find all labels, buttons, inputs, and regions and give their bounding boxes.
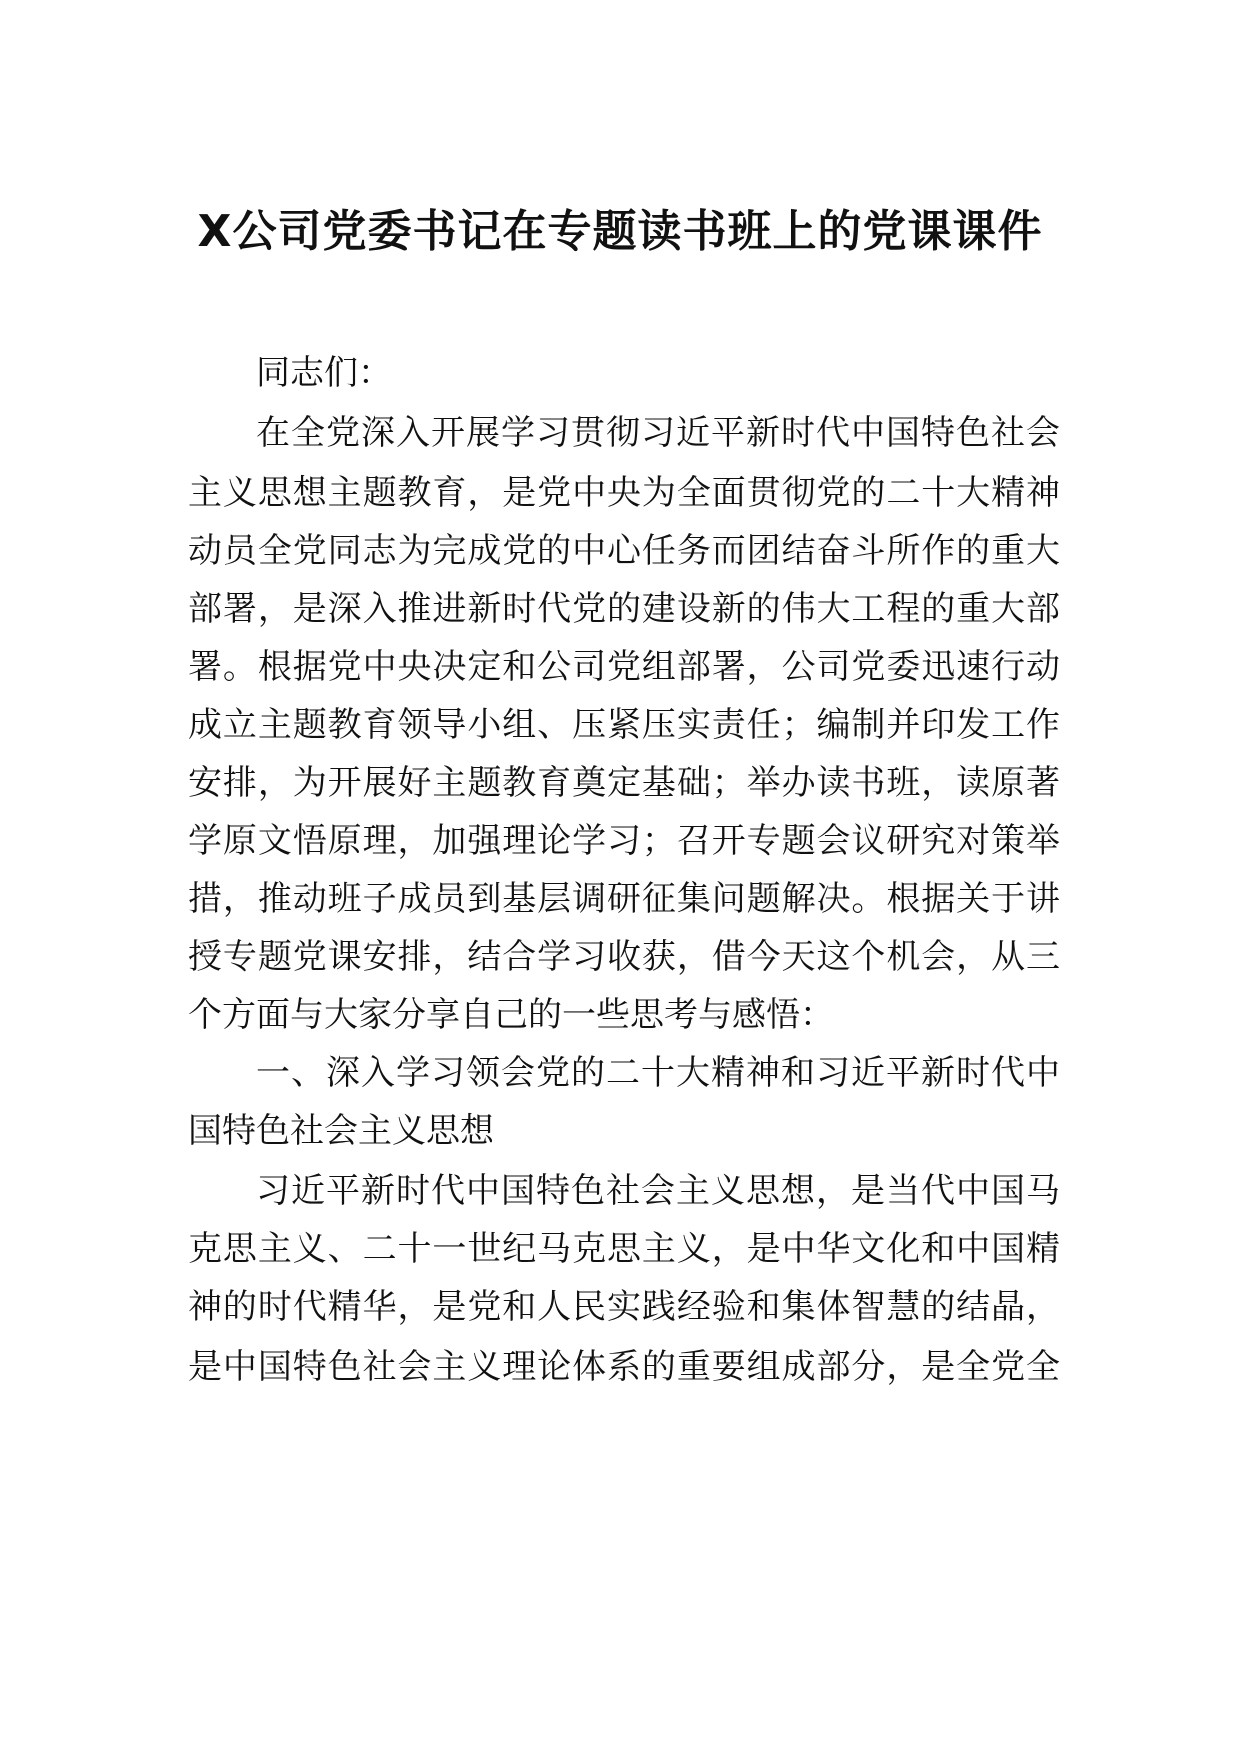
paragraph-line: 学原文悟原理，加强理论学习；召开专题会议研究对策举 — [188, 821, 1060, 861]
paragraph-line: 授专题党课安排，结合学习收获，借今天这个机会，从三 — [188, 937, 1060, 977]
paragraph-line: 习近平新时代中国特色社会主义思想，是当代中国马 — [256, 1171, 1060, 1211]
section-heading-line: 一、深入学习领会党的二十大精神和习近平新时代中 — [256, 1053, 1060, 1093]
paragraph-line: 在全党深入开展学习贯彻习近平新时代中国特色社会 — [256, 413, 1060, 453]
paragraph-line: 神的时代精华，是党和人民实践经验和集体智慧的结晶， — [188, 1287, 1060, 1327]
paragraph-line: 克思主义、二十一世纪马克思主义，是中华文化和中国精 — [188, 1229, 1060, 1269]
paragraph-line: 署。根据党中央决定和公司党组部署，公司党委迅速行动 — [188, 647, 1060, 687]
paragraph-line: 部署，是深入推进新时代党的建设新的伟大工程的重大部 — [188, 589, 1060, 629]
paragraph-line: 动员全党同志为完成党的中心任务而团结奋斗所作的重大 — [188, 531, 1060, 571]
paragraph-line: 个方面与大家分享自己的一些思考与感悟： — [188, 995, 834, 1035]
paragraph-line: 安排，为开展好主题教育奠定基础；举办读书班，读原著 — [188, 763, 1060, 803]
document-title: X公司党委书记在专题读书班上的党课课件 — [197, 206, 1043, 257]
paragraph-line: 是中国特色社会主义理论体系的重要组成部分，是全党全 — [188, 1347, 1060, 1387]
section-heading-line: 国特色社会主义思想 — [188, 1111, 494, 1151]
paragraph-line: 主义思想主题教育，是党中央为全面贯彻党的二十大精神 — [188, 473, 1060, 513]
paragraph-line: 措，推动班子成员到基层调研征集问题解决。根据关于讲 — [188, 879, 1060, 919]
salutation: 同志们： — [256, 353, 392, 393]
paragraph-line: 成立主题教育领导小组、压紧压实责任；编制并印发工作 — [188, 705, 1060, 745]
